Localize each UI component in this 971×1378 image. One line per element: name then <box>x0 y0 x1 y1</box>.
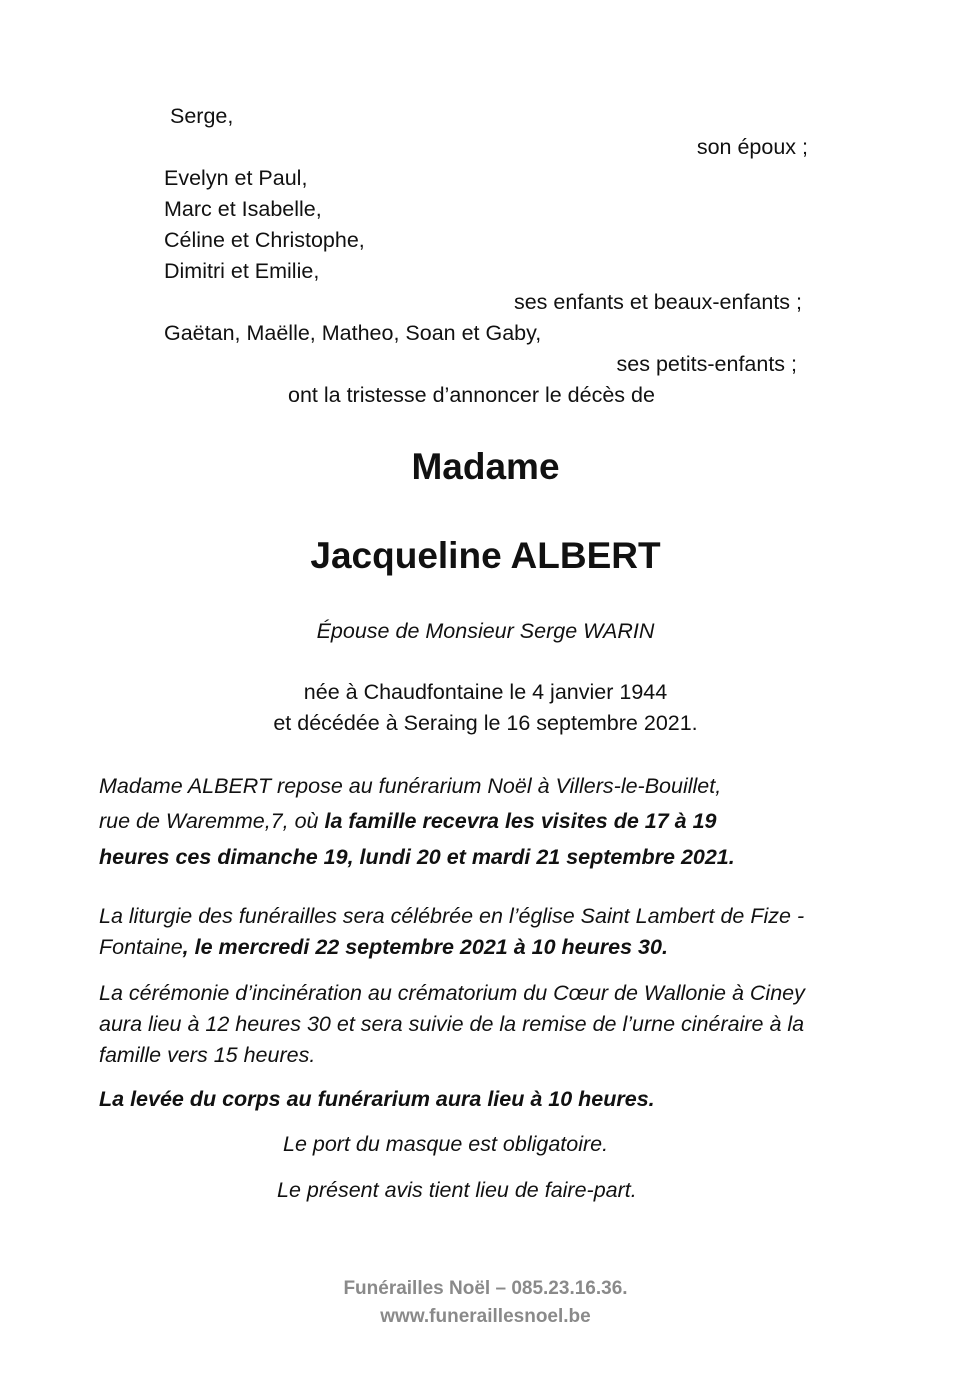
footer-company: Funérailles Noël – 085.23.16.36. <box>343 1278 628 1299</box>
faire-part-note: Le présent avis tient lieu de faire-part. <box>277 1178 637 1202</box>
visitation-line-2 <box>99 808 717 834</box>
mask-note: Le port du masque est obligatoire. <box>283 1132 609 1156</box>
husband-role: son époux ; <box>696 135 808 159</box>
children-role: ses enfants et beaux-enfants ; <box>513 290 802 314</box>
cremation-line-1: La cérémonie d’incinération au crématorium du Cœur de Wallonie à Ciney <box>99 981 805 1005</box>
announcement: ont la tristesse d’annoncer le décès de <box>288 383 655 407</box>
liturgy-line-1: La liturgie des funérailles sera célébrée en l’église Saint Lambert de Fize - <box>99 904 805 928</box>
visitation-hours: la famille recevra les visites de 17 à 19 <box>324 809 717 833</box>
visitation-line-3: heures ces dimanche 19, lundi 20 et mardi 21 septembre 2021. <box>99 845 735 869</box>
footer-website[interactable]: www.funeraillesnoel.be <box>380 1306 591 1327</box>
grandchildren-role: ses petits-enfants ; <box>616 352 797 376</box>
deceased-title: Madame <box>411 446 560 487</box>
birth-line: née à Chaudfontaine le 4 janvier 1944 <box>303 680 668 704</box>
liturgy-place: Fontaine <box>99 935 183 959</box>
liturgy-line-2 <box>99 934 668 960</box>
grandchildren: Gaëtan, Maëlle, Matheo, Soan et Gaby, <box>164 321 542 345</box>
husband-name: Serge, <box>170 104 234 128</box>
deceased-name: Jacqueline ALBERT <box>310 535 661 576</box>
child-3: Céline et Christophe, <box>164 228 365 252</box>
cremation-line-3: famille vers 15 heures. <box>99 1043 316 1067</box>
cremation-line-2: aura lieu à 12 heures 30 et sera suivie de la remise de l’urne cinéraire à la <box>99 1012 805 1036</box>
visitation-text: rue de Waremme,7, où <box>99 809 325 833</box>
levee-note: La levée du corps au funérarium aura lieu à 10 heures. <box>99 1087 655 1111</box>
child-1: Evelyn et Paul, <box>164 166 308 190</box>
spouse-line: Épouse de Monsieur Serge WARIN <box>316 619 655 643</box>
death-line: et décédée à Seraing le 16 septembre 2021. <box>273 711 698 735</box>
child-4: Dimitri et Emilie, <box>164 259 320 283</box>
child-2: Marc et Isabelle, <box>164 197 322 221</box>
visitation-line-1: Madame ALBERT repose au funérarium Noël à Villers-le-Bouillet, <box>99 774 722 798</box>
liturgy-date: , le mercredi 22 septembre 2021 à 10 heures 30. <box>182 935 668 959</box>
